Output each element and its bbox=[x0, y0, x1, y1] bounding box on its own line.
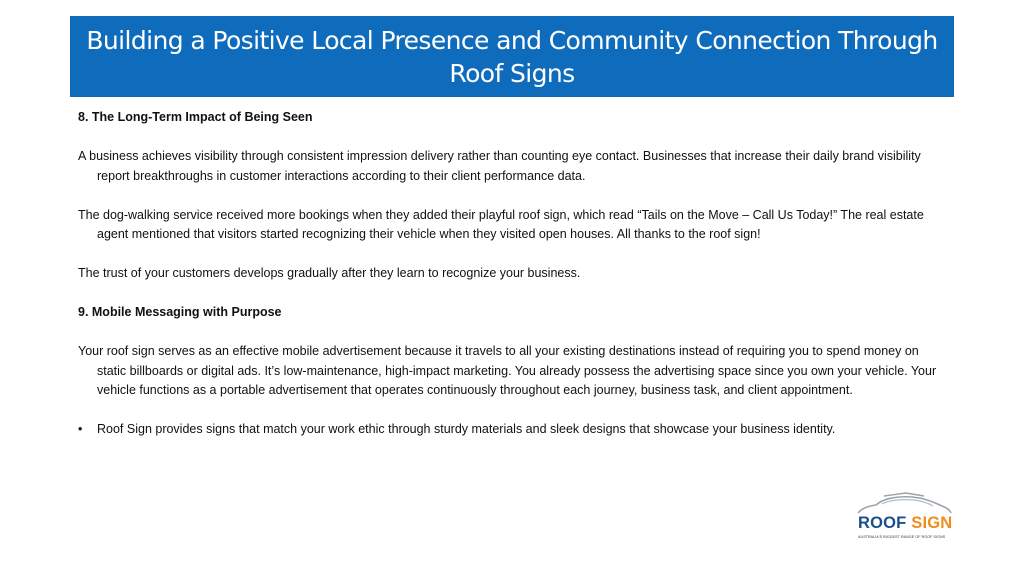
spacer bbox=[78, 323, 948, 343]
paragraph-mobile-ad: Your roof sign serves as an effective mobile advertisement because it travels to all your existing destinations instead of requiring you to spend money on static billboards or digital ads. It’s low-maintenance, high-impact marketing. You already possess the advertising space since you own your vehicle. Your vehicle functions as a portable advertisement that operates continuously throughout each journey, business task, and client appointment. bbox=[78, 344, 937, 397]
bullet-item bbox=[78, 420, 948, 440]
logo-word-sign: SIGN bbox=[911, 514, 953, 532]
section-9-heading: 9. Mobile Messaging with Purpose bbox=[78, 305, 282, 319]
bullet-text: Roof Sign provides signs that match your work ethic through sturdy materials and sleek designs that showcase your business identity. bbox=[97, 422, 836, 436]
spacer bbox=[78, 401, 948, 421]
spacer bbox=[78, 128, 948, 148]
bullet-dot-icon: • bbox=[78, 422, 83, 436]
paragraph-examples: The dog-walking service received more bookings when they added their playful roof sign, which read “Tails on the Move – Call Us Today!” The real estate agent mentioned that visitors started recognizing their vehicle when they visited open houses. All thanks to the roof sign! bbox=[78, 207, 924, 241]
spacer bbox=[78, 245, 948, 265]
page-title: Building a Positive Local Presence and Community Connection Through Roof Signs bbox=[86, 25, 938, 88]
section-8-heading: 8. The Long-Term Impact of Being Seen bbox=[78, 110, 313, 124]
logo-word-roof: ROOF bbox=[858, 514, 907, 532]
paragraph-trust: The trust of your customers develops gradually after they learn to recognize your business. bbox=[78, 266, 581, 280]
spacer bbox=[78, 186, 948, 206]
car-outline-icon bbox=[854, 492, 954, 516]
paragraph-visibility: A business achieves visibility through consistent impression delivery rather than counting eye contact. Businesses that increase their daily brand visibility report breakthroughs in customer interactions according to their client performance data. bbox=[78, 149, 921, 183]
logo-tagline: AUSTRALIA'S BIGGEST RANGE OF ROOF SIGNS bbox=[858, 535, 946, 539]
logo-wordmark bbox=[858, 514, 952, 533]
roof-sign-logo bbox=[854, 492, 954, 546]
title-banner bbox=[70, 16, 954, 97]
slide-body bbox=[78, 108, 948, 440]
spacer bbox=[78, 284, 948, 304]
